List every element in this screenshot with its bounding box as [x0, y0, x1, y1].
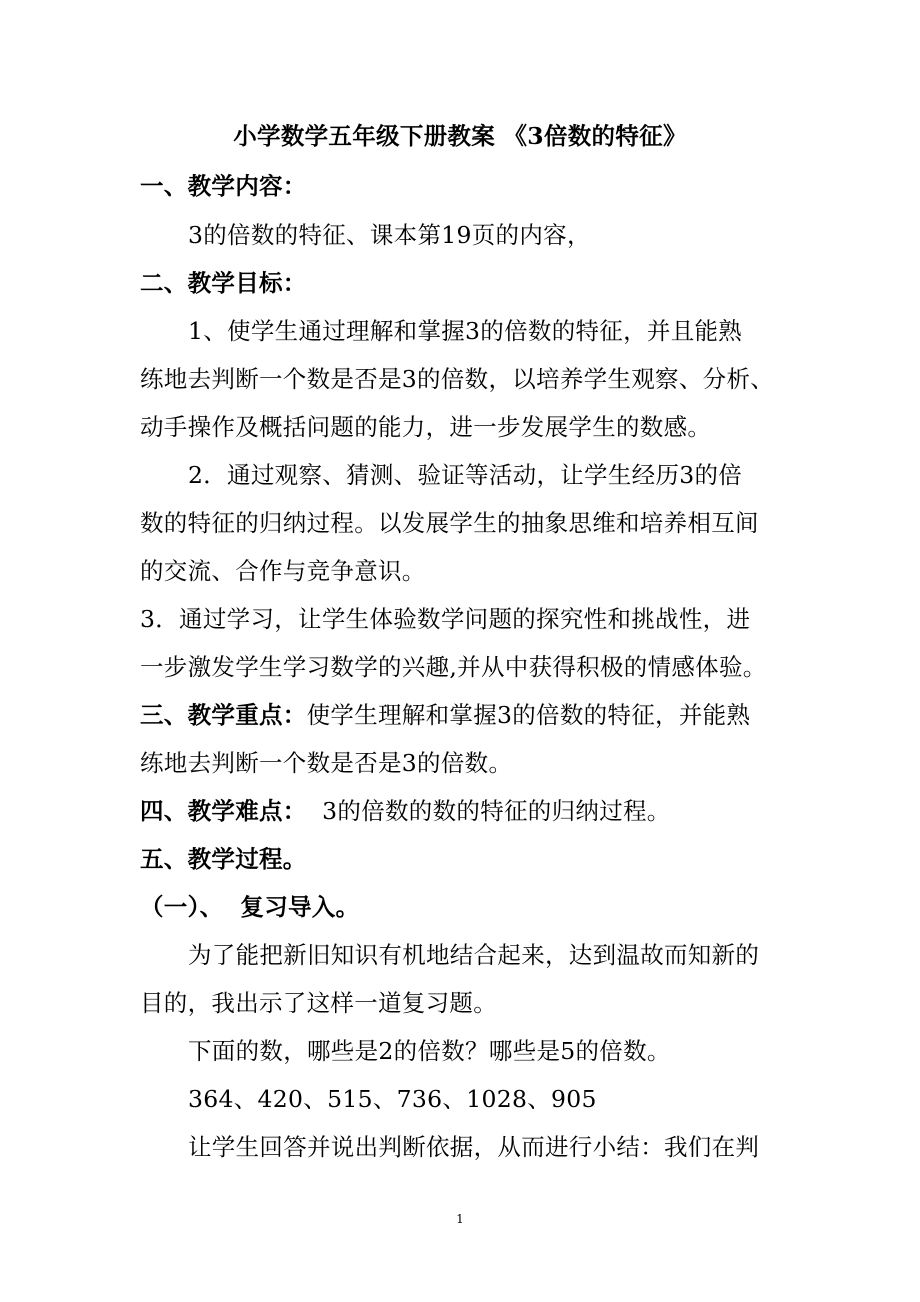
section-heading: 一、教学内容： [140, 172, 307, 200]
paragraph-line [140, 796, 671, 826]
paragraph-line: 的交流、合作与竞争意识。 [140, 557, 426, 585]
section-heading: 四、教学难点： [140, 797, 307, 825]
paragraph-line: 练地去判断一个数是否是3的倍数。 [140, 749, 513, 777]
paragraph-line: 2．通过观察、猜测、验证等活动，让学生经历3的倍 [188, 461, 743, 489]
paragraph-line: 一步激发学生学习数学的兴趣,并从中获得积极的情感体验。 [140, 653, 767, 681]
section-heading: 五、教学过程。 [140, 845, 307, 873]
paragraph-line: 364、420、515、736、1028、905 [188, 1085, 597, 1113]
paragraph-line: 1、使学生通过理解和掌握3的倍数的特征，并且能熟 [188, 317, 743, 345]
paragraph-text: 使学生理解和掌握3的倍数的特征，并能熟 [306, 701, 751, 729]
paragraph-line: 目的，我出示了这样一道复习题。 [140, 989, 497, 1017]
paragraph-line: 让学生回答并说出判断依据，从而进行小结：我们在判 [188, 1133, 760, 1161]
subsection-heading: （一）、 复习导入。 [140, 893, 360, 921]
paragraph-line: 3．通过学习，让学生体验数学问题的探究性和挑战性，进 [140, 605, 751, 633]
paragraph-line: 为了能把新旧知识有机地结合起来，达到温故而知新的 [188, 941, 760, 969]
section-heading: 三、教学重点： [140, 701, 307, 729]
section-heading: 二、教学目标： [140, 269, 307, 297]
paragraph-line: 3的倍数的特征、课本第19页的内容， [188, 221, 591, 249]
paragraph-line [140, 700, 750, 730]
paragraph-line: 下面的数，哪些是2的倍数？哪些是5的倍数。 [188, 1037, 671, 1065]
paragraph-line: 动手操作及概括问题的能力，进一步发展学生的数感。 [140, 413, 712, 441]
paragraph-line: 练地去判断一个数是否是3的倍数，以培养学生观察、分析、 [140, 365, 775, 393]
paragraph-line: 数的特征的归纳过程。以发展学生的抽象思维和培养相互间 [140, 509, 759, 537]
document-title: 小学数学五年级下册教案 《3倍数的特征》 [233, 122, 687, 150]
page-number: 1 [456, 1212, 464, 1226]
paragraph-text: 3的倍数的数的特征的归纳过程。 [306, 797, 671, 825]
